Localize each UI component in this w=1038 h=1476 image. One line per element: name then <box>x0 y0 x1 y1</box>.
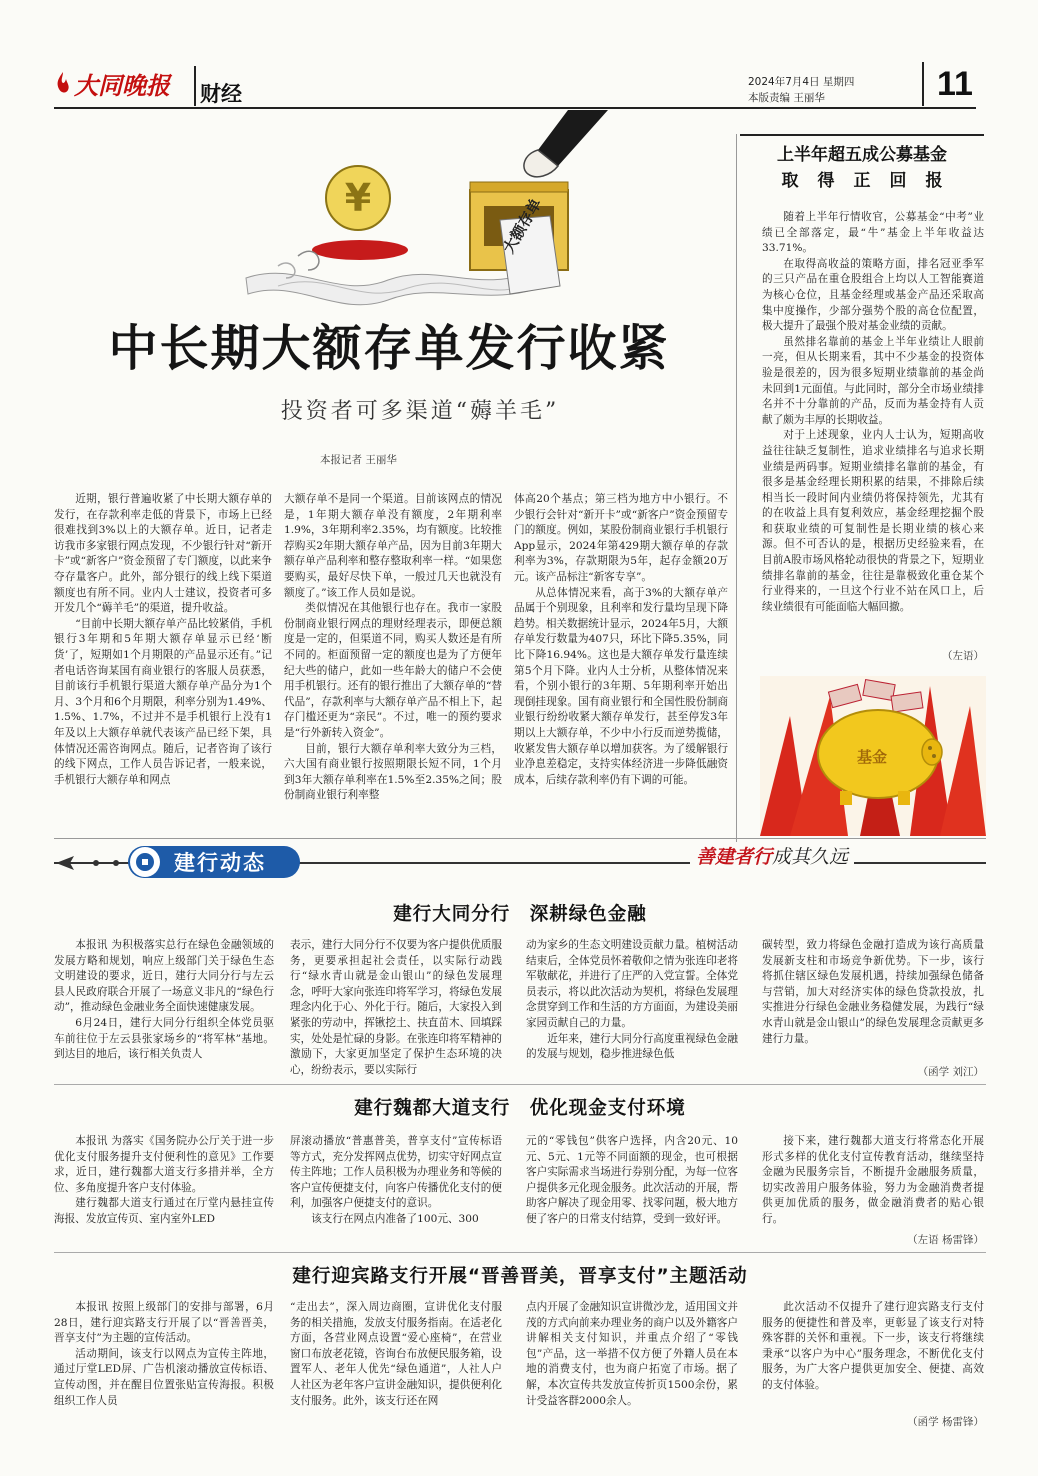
main-subhead: 投资者可多渠道“薅羊毛” <box>280 399 560 424</box>
article-bottom-rule <box>54 838 986 839</box>
paragraph: 本报讯 为落实《国务院办公厅关于进一步优化支付服务提升支付便利性的意见》工作要求，近日，建行魏都大道支行多措并举，全方位、多角度提升客户支付体验。 <box>54 1135 274 1194</box>
paragraph: 接下来，建行魏都大道支行将常态化开展形式多样的优化支付宣传教育活动，继续坚持金融为民服务宗旨，不断提升金融服务质量，切实改善用户服务体验，努力为金融消费者提供更加优质的服务，做金融消费者的贴心银行。 <box>762 1135 984 1225</box>
bank-article-3-column-3 <box>526 1300 738 1428</box>
paragraph: 该支行在网点内准备了100元、300 <box>311 1212 479 1225</box>
bank-article-2-column-3 <box>526 1134 738 1244</box>
bank-article-2-column-2 <box>290 1134 502 1244</box>
sidebar-title-line-2: 取得正回报 <box>781 171 962 191</box>
byline: 本报记者 王丽华 <box>320 454 397 466</box>
sidebar-body <box>762 210 984 644</box>
paragraph: 建行魏都大道支行通过在厅堂内悬挂宣传海报、发放宣传页、室内室外LED <box>54 1197 274 1225</box>
article-separator <box>54 1084 986 1085</box>
paragraph: 本报讯 为积极落实总行在绿色金融领域的发展方略和规划，响应上级部门关于绿色生态文明建设的要求，近日，建行大同分行与左云县人民政府联合开展了一场意义非凡的“绿色行动”，推动绿色金融业务全面快速健康发展。 <box>54 939 274 1014</box>
banner-arrow-icon <box>56 855 126 871</box>
paragraph: 在取得高收益的策略方面，排名冠亚季军的三只产品在重仓股组合上均以人工智能赛道为核心仓位，且基金经理或基金产品还采取高集中度操作，少部分强势个股的高仓位配置，极大提升了最强个股对基金业绩的贡献。 <box>762 257 984 333</box>
main-headline: 中长期大额存单发行收紧 <box>108 320 670 377</box>
bank-article-3-title: 建行迎宾路支行开展“晋善晋美，晋享支付”主题活动 <box>292 1266 748 1287</box>
bank-article-1-column-2 <box>290 938 502 1078</box>
page-number: 11 <box>922 62 986 106</box>
ccb-logo-icon <box>130 847 160 877</box>
main-article-column-1 <box>54 492 272 832</box>
bank-article-2-title: 建行魏都大道支行 优化现金支付环境 <box>354 1098 686 1119</box>
bank-article-3-author: （函学 杨雷锋） <box>907 1416 984 1428</box>
masthead-divider <box>194 66 196 106</box>
fund-label: 基金 <box>856 748 888 766</box>
article-separator <box>54 1252 986 1253</box>
stamp-text: 大额存单 <box>499 195 546 257</box>
paragraph: 6月24日，建行大同分行组织全体党员驱车前往位于左云县张家场乡的“将军林”基地。到达目的地后，该行相关负责人 <box>54 1016 274 1061</box>
paragraph: 本报讯 按照上级部门的安排与部署，6月28日，建行迎宾路支行开展了以“晋善晋美，晋享支付”为主题的宣传活动。 <box>54 1301 274 1345</box>
paragraph: 此次活动不仅提升了建行迎宾路支行支付服务的便捷性和普及率，更彰显了该支行对特殊客群的关怀和重视。下一步，该支行将继续秉承“以客户为中心”服务理念，不断优化支付服务，为广大客户提供更加安全、便捷、高效的支付体验。 <box>762 1301 984 1391</box>
sidebar-title <box>740 142 984 194</box>
section-name: 财经 <box>200 82 242 106</box>
bank-article-3-column-1 <box>54 1300 274 1428</box>
paragraph: 点内开展了金融知识宣讲微沙龙，适用国文并茂的方式向前来办理业务的商户以及外籍客户讲解相关支付知识，并重点介绍了“零钱包”产品，这一举措不仅方便了外籍人员在本地的消费支付，也为商户拓宽了市场。据了解，本次宣传共发放宣传折页1500余份，累计受益客群2000余人。 <box>526 1301 738 1407</box>
bank-article-3-column-4 <box>762 1300 984 1410</box>
paragraph: 体高20个基点；第三档为地方中小银行。不少银行会针对“新开卡”或“新客户”资金预留专门的额度。例如，某股份制商业银行手机银行App显示，2024年第429期大额存单的存款利率为3%，存款期限为5年，起存金额20万元。该产品标注“新客专享”。 <box>514 493 728 583</box>
paragraph: 类似情况在其他银行也存在。我市一家股份制商业银行网点的理财经理表示，即便总额度是一定的，但渠道不同，购买人数还是有所不同的。柜面预留一定的额度也是为了方便年纪大些的储户，此如一些年龄大的储户不会使用手机银行。还有的银行推出了大额存单的“替代品”，存款利率与大额存单产品不相上下，起存门槛还更为“亲民”。不过，唯一的预约要求是“行外新转入资金”。 <box>284 602 502 739</box>
deposit-illustration <box>238 110 608 315</box>
paragraph: 从总体情况来看，高于3%的大额存单产品属于个别现象，且利率和发行量均呈现下降趋势。相关数据统计显示，2024年5月，大额存单发行数量为407只，环比下降5.35%，同比下降16.94%。这也是大额存单发行量连续第5个月下降。业内人士分析，从整体情况来看，个别小银行的3年期、5年期利率开始出现倒挂现象。国有商业银行和全国性股份制商业银行纷纷收紧大额存单发行，甚至停发3年期以上大额存单，不少中小行反而逆势揽储，收紧发售大额存单以增加获客。为了缓解银行业净息差稳定，支持实体经济进一步降低融资成本，后续存款利率仍有下调的可能。 <box>514 586 728 786</box>
paragraph: 元的“零钱包”供客户选择，内含20元、10元、5元、1元等不同面额的现金，也可根据客户实际需求当场进行券别分配，为每一位客户提供多元化现金服务。此次活动的开展，帮助客户解决了现金用零、找零问题，极大地方便了客户的日常支付结算，受到一致好评。 <box>526 1135 738 1225</box>
bank-article-2-author: （左语 杨雷锋） <box>907 1234 984 1246</box>
paragraph: 表示，建行大同分行不仅要为客户提供优质服务，更要承担起社会责任，以实际行动践行“绿水青山就是金山银山”的绿色发展理念，呼吁大家向张连印将军学习，将绿色发展理念内化于心、外化于行。随后，大家投入到紧张的劳动中，挥锹挖土、扶直苗木、回填踩实，处处是忙碌的身影。在张连印将军精神的激励下，大家更加坚定了保护生态环境的决心，纷纷表示，要以实际行 <box>290 939 502 1076</box>
bank-article-1-title: 建行大同分行 深耕绿色金融 <box>393 904 647 925</box>
sidebar-divider <box>736 134 737 842</box>
paragraph: 碳转型，致力将绿色金融打造成为该行高质量发展新支柱和市场竞争新优势。下一步，该行将抓住辖区绿色发展机遇，持续加强绿色储备与营销，加大对经济实体的绿色贷款投放，扎实推进分行绿色金融业务稳健发展，为践行“绿水青山就是金山银山”的绿色发展理念贡献更多建行力量。 <box>762 939 984 1045</box>
slogan-highlight: 善建者行 <box>696 846 773 868</box>
masthead-rule <box>54 107 976 109</box>
paragraph: 活动期间，该支行以网点为宣传主阵地，通过厅堂LED屏、广告机滚动播放宣传标语、宣传动图，并在醒目位置张贴宣传海报。积极组织工作人员 <box>54 1347 274 1407</box>
paragraph: 对于上述现象，业内人士认为，短期高收益往往缺乏复制性，追求业绩排名与追求长期业绩是两码事。短期业绩排名靠前的基金，有很多是基金经理长期积累的结果，不排除后续相当长一段时间内业绩仍将保持领先，尤其有的在收益上具有复利效应，基金经理挖掘个股和获取业绩的可复制性是长期业绩的核心来源。但不可否认的是，根据历史经验来看，在目前A股市场风格轮动很快的背景之下，短期业绩排名靠前的基金，往往是靠极致化重仓某个行业得来的，一旦这个行业不站在风口上，后续业绩很有可能面临大幅回撤。 <box>762 429 984 613</box>
bank-article-1-column-3 <box>526 938 738 1078</box>
bank-article-1-column-1 <box>54 938 274 1078</box>
slogan-rest: 成其久远 <box>772 846 849 868</box>
newspaper-logo[interactable] <box>54 62 182 104</box>
paragraph: 近年来，建行大同分行高度重视绿色金融的发展与规划，稳步推进绿色低 <box>526 1032 738 1061</box>
bank-article-2-column-4 <box>762 1134 984 1228</box>
banner-label: 建行动态 <box>174 851 266 875</box>
sidebar-title-line-1: 上半年超五成公募基金 <box>777 145 947 165</box>
paragraph: 随着上半年行情收官，公募基金“中考”业绩已全部落定，最“牛”基金上半年收益达33.71%。 <box>762 211 984 255</box>
bank-article-1-author: （函学 刘江） <box>917 1066 984 1078</box>
paragraph: “目前中长期大额存单产品比较紧俏，手机银行3年期和5年期大额存单显示已经‘断货’了，短期如1个月期限的产品显示还有。”记者电话咨询某国有商业银行的客服人员获悉，目前该行手机银行渠道大额存单产品分为1个月、3个月和6个月期限，利率分别为1.49%、1.5%、1.7%，不过并不是手机银行上没有1年及以上大额存单就代表该产品已经下架，具体情况还需咨询网点。随后，记者咨询了该行的线下网点，工作人员告诉记者，一般来说，手机银行大额存单和网点 <box>54 617 272 786</box>
main-article-column-3 <box>514 492 728 832</box>
bank-article-2-column-1 <box>54 1134 274 1244</box>
paragraph: 动为家乡的生态文明建设贡献力量。植树活动结束后，全体党员怀着敬仰之情为张连印老将军敬献花，并进行了庄严的入党宣誓。全体党员表示，将以此次活动为契机，将绿色发展理念贯穿到工作和生活的方方面面，为建设美丽家园贡献自己的力量。 <box>526 939 738 1029</box>
paragraph: 近期，银行普遍收紧了中长期大额存单的发行，在存款利率走低的背景下，市场上已经很难找到3%以上的大额存单。近日，记者走访我市多家银行网点发现，不少银行针对“新开卡”或“新客户”资金预留了专门额度，以此来争夺存量客户。此外，部分银行的线上线下渠道额度也有所不同。业内人士建议，投资者可多开发几个“薅羊毛”的渠道，提升收益。 <box>54 493 272 615</box>
paragraph: “走出去”，深入周边商圈，宣讲优化支付服务的相关措施，发放支付服务指南。在适老化方面，各营业网点设置“爱心座椅”，在营业窗口布放老花镜，咨询台布放便民服务箱，设置军人、老年人优先“绿色通道”，人社人户人社区为老年客户宣讲金融知识，提供便利化支付服务。此外，该支行还在网 <box>290 1301 502 1407</box>
coin-symbol: ¥ <box>344 176 372 220</box>
paragraph: 大额存单不是同一个渠道。目前该网点的情况是，1年期大额存单没有额度，2年期利率1.9%，3年期利率2.35%，均有额度。比较推荐购买2年期大额存单产品，因为目前3年期大额存单产品利率和整存整取利率一样。“如果您要购买，最好尽快下单，一般过几天也就没有额度了。”该工作人员如是说。 <box>284 493 502 599</box>
piggy-bank-illustration <box>760 676 986 836</box>
paragraph: 目前，银行大额存单利率大致分为三档，六大国有商业银行按照期限长短不同，1个月到3年大额存单利率在1.5%至2.35%之间；股份制商业银行利率整 <box>284 742 502 802</box>
bank-article-1-column-4 <box>762 938 984 1062</box>
bank-slogan <box>690 842 854 869</box>
main-article-column-2 <box>284 492 502 832</box>
page-editor: 本版责编 王丽华 <box>748 92 825 104</box>
flame-logo-icon <box>54 71 72 95</box>
sidebar-author: （左语） <box>942 650 984 662</box>
paragraph: 虽然排名靠前的基金上半年业绩让人眼前一亮，但从长期来看，其中不少基金的投资体验是很差的，因为很多短期业绩靠前的基金尚未回到1元面值。与此同时，部分全市场业绩排名并不十分靠前的产品，反而为基金持有人贡献了颇为丰厚的长期收益。 <box>762 335 984 426</box>
issue-date: 2024年7月4日 星期四 <box>748 76 855 88</box>
bank-article-3-column-2 <box>290 1300 502 1428</box>
paragraph: 屏滚动播放“普惠普美，普享支付”宣传标语等方式，充分发挥网点优势，切实守好网点宣传主阵地；工作人员积极为办理业务和等候的客户宣传便捷支付，向客户传播优化支付的便利，加强客户便捷支付的意识。 <box>290 1135 502 1210</box>
sidebar-title-rule <box>740 134 984 136</box>
date-block <box>748 74 854 106</box>
bank-news-banner <box>128 846 300 878</box>
logo-text: 大同晚报 <box>74 70 170 100</box>
